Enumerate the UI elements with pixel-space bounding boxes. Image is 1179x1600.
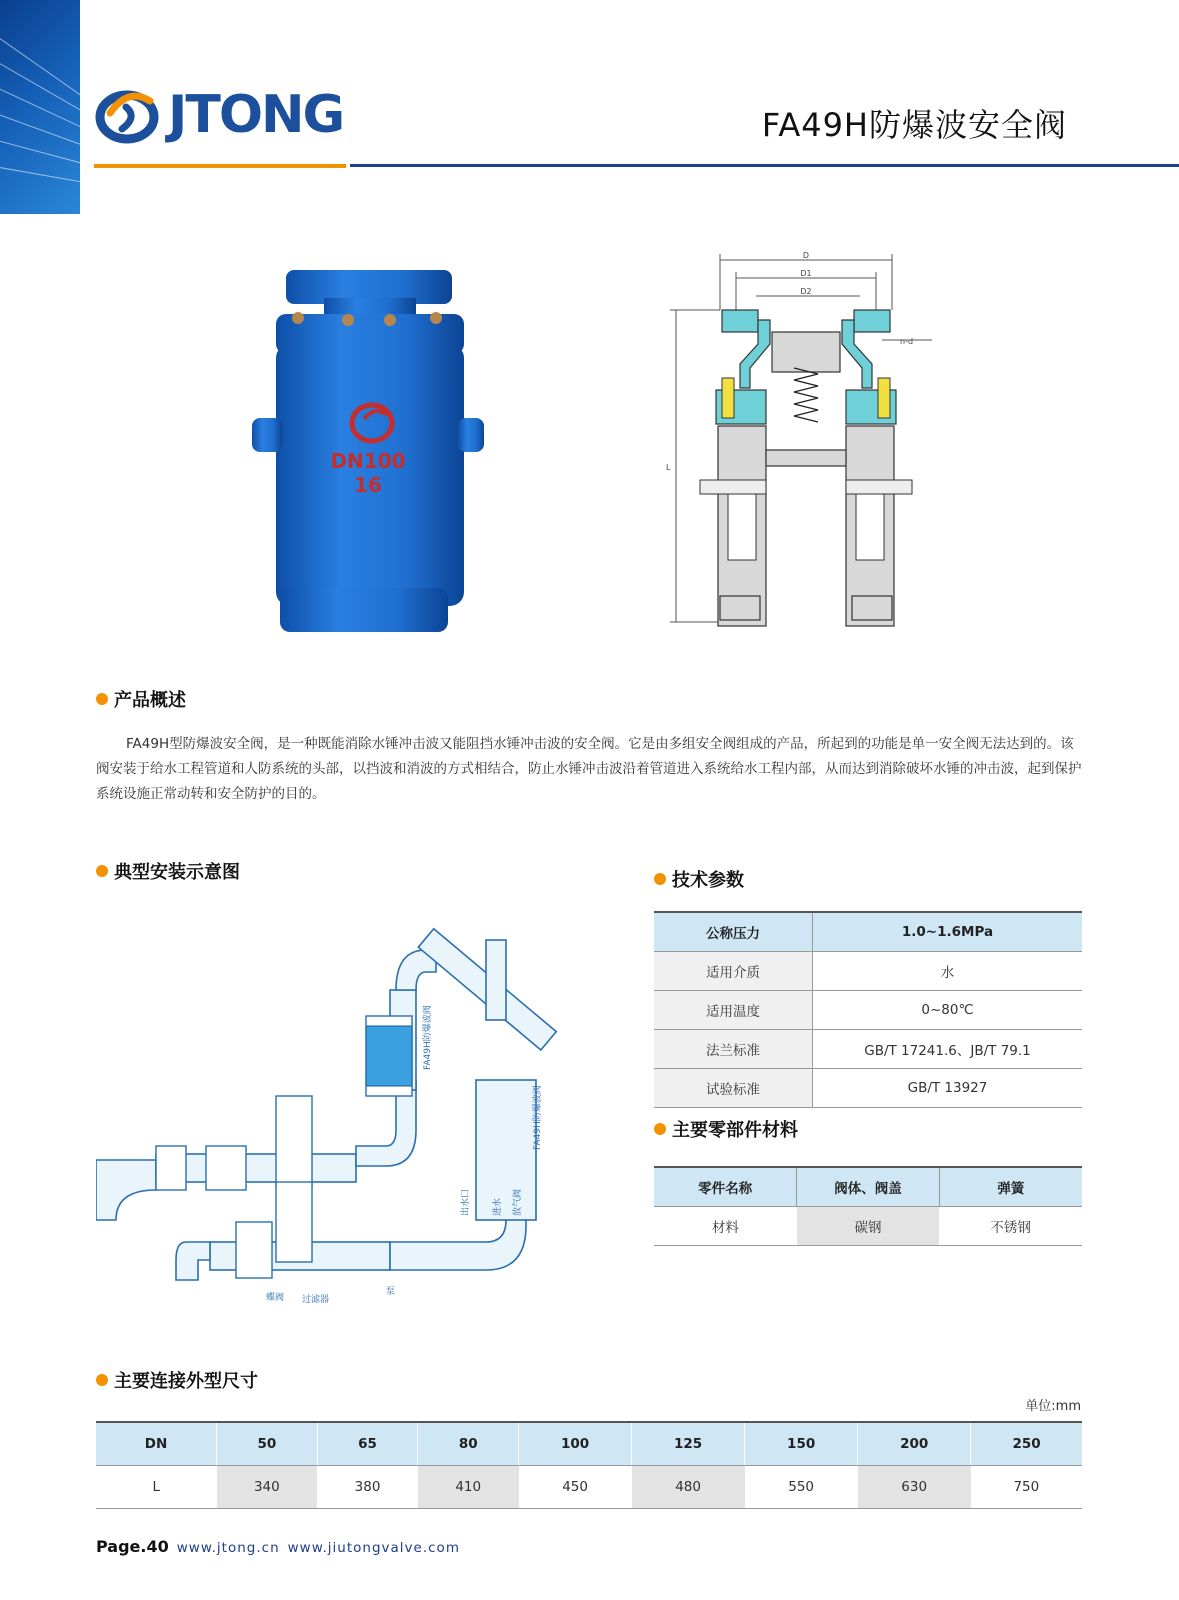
table-cell: L (96, 1466, 217, 1509)
table-row (96, 1466, 1082, 1509)
label-air-valve: 放气阀 (513, 1188, 523, 1216)
table-cell: 410 (418, 1466, 519, 1509)
table-row (654, 1167, 1082, 1207)
table-row (654, 952, 1082, 991)
table-row (654, 1207, 1082, 1246)
table-row (654, 1030, 1082, 1069)
bullet-dot-icon (96, 865, 108, 877)
page-number: Page.40 (96, 1537, 169, 1556)
table-row (654, 912, 1082, 952)
table-header-cell: 弹簧 (939, 1167, 1082, 1207)
table-header-cell: 80 (418, 1422, 519, 1466)
table-header-cell: 100 (519, 1422, 632, 1466)
bullet-dot-icon (96, 693, 108, 705)
tech-key: 法兰标准 (654, 1030, 813, 1069)
materials-table (654, 1166, 1082, 1246)
tech-key: 试验标准 (654, 1069, 813, 1108)
brand-logo (92, 80, 343, 150)
header-rule (350, 164, 1179, 167)
bullet-dot-icon (654, 1123, 666, 1135)
tech-value: GB/T 17241.6、JB/T 79.1 (813, 1030, 1083, 1069)
website-link[interactable]: www.jiutongvalve.com (287, 1540, 460, 1556)
table-cell: 340 (217, 1466, 318, 1509)
table-row (654, 991, 1082, 1030)
dim-d1-label: D1 (800, 269, 812, 278)
table-header-cell: 150 (745, 1422, 858, 1466)
tech-key: 公称压力 (654, 912, 813, 952)
table-cell: 不锈钢 (939, 1207, 1082, 1246)
tech-key: 适用温度 (654, 991, 813, 1030)
brand-name: JTONG (168, 85, 344, 145)
table-cell: 480 (632, 1466, 745, 1509)
unit-note: 单位:mm (1025, 1399, 1081, 1414)
table-row (96, 1422, 1082, 1466)
table-row (654, 1069, 1082, 1108)
table-cell: 550 (745, 1466, 858, 1509)
section-drawing (660, 250, 950, 640)
bullet-dot-icon (654, 873, 666, 885)
page-title: FA49H防爆波安全阀 (761, 106, 1067, 144)
dim-d2-label: D2 (800, 287, 812, 296)
tech-table (654, 911, 1082, 1108)
table-cell: 750 (971, 1466, 1082, 1509)
tech-value: 0~80℃ (813, 991, 1083, 1030)
tech-key: 适用介质 (654, 952, 813, 991)
stamp-pn: 16 (354, 473, 382, 497)
website-link[interactable]: www.jtong.cn (176, 1540, 280, 1556)
table-header-cell: 50 (217, 1422, 318, 1466)
table-cell: 材料 (654, 1207, 797, 1246)
label-valve-a: FA49H防爆波阀 (423, 1005, 433, 1070)
label-filter: 过滤器 (302, 1295, 330, 1305)
label-valve-b: FA49H防爆波阀 (533, 1085, 543, 1150)
table-cell: 630 (858, 1466, 971, 1509)
table-cell: 450 (519, 1466, 632, 1509)
materials-heading: 主要零部件材料 (654, 1116, 798, 1142)
header-accent-bar (94, 164, 346, 168)
tech-value: 水 (813, 952, 1083, 991)
table-header-cell: 65 (317, 1422, 418, 1466)
label-pump: 泵 (386, 1287, 396, 1297)
overview-heading: 产品概述 (96, 686, 186, 712)
product-photo (240, 258, 490, 644)
tech-value: 1.0~1.6MPa (813, 912, 1083, 952)
table-cell: 碳钢 (797, 1207, 940, 1246)
table-header-cell: 125 (632, 1422, 745, 1466)
table-cell: 380 (317, 1466, 418, 1509)
dim-nd-label: n-d (900, 337, 914, 346)
tech-value: GB/T 13927 (813, 1069, 1083, 1108)
install-heading: 典型安装示意图 (96, 858, 240, 884)
page-footer (96, 1537, 460, 1556)
label-gate: 蝶阀 (266, 1293, 285, 1303)
label-inflow: 进水 (493, 1197, 503, 1216)
dim-l-label: L (666, 463, 671, 472)
dimensions-table (96, 1421, 1082, 1509)
dimensions-heading: 主要连接外型尺寸 (96, 1367, 258, 1393)
table-header-cell: 阀体、阀盖 (797, 1167, 940, 1207)
table-header-cell: 零件名称 (654, 1167, 797, 1207)
table-header-cell: 250 (971, 1422, 1082, 1466)
overview-text: FA49H型防爆波安全阀，是一种既能消除水锤冲击波又能阻挡水锤冲击波的安全阀。它是由多组安全阀组成的产品，所起到的功能是单一安全阀无法达到的。该阀安装于给水工程管道和人防系统的头部，以挡波和消波的方式相结合，防止水锤冲击波沿着管道进入系统给水工程内部，从而达到消除破坏水锤的冲击波，起到保护系统设施正常动转和安全防护的目的。 (96, 736, 1082, 802)
logo-mark-icon (92, 83, 162, 147)
install-diagram (96, 920, 606, 1320)
label-outflow: 出水口 (461, 1188, 471, 1216)
table-header-cell: 200 (858, 1422, 971, 1466)
tech-heading: 技术参数 (654, 866, 744, 892)
stamp-dn: DN100 (330, 449, 406, 473)
table-header-cell: DN (96, 1422, 217, 1466)
corner-graphic (0, 0, 80, 214)
dim-d-label: D (802, 251, 810, 260)
bullet-dot-icon (96, 1374, 108, 1386)
